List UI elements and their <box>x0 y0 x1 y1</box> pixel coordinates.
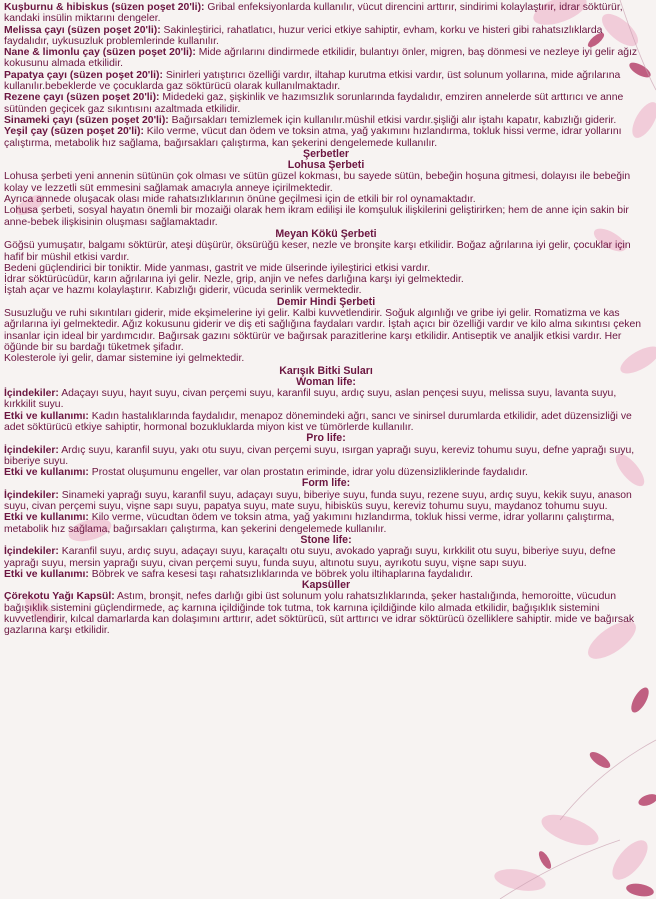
tea-entry-nane-limon <box>4 47 648 70</box>
tea-name: Nane & limonlu çay (süzen poşet 20'li): <box>4 47 196 59</box>
tea-description: Sakinleştirici, rahatlatıcı, huzur verici etkiye sahiptir, evham, korku ve histeri gibi rahatsızlıklarda faydalıdır, uykusuzluk problemlerinde kullanılır. <box>4 24 603 47</box>
subheading-lohusa: Lohusa Şerbeti <box>287 159 365 172</box>
tea-name: Melissa çayı (süzen poşet 20'li): <box>4 24 161 36</box>
usage-label: Etki ve kullanımı: <box>4 568 89 580</box>
ingredients-label: İçindekiler: <box>4 444 59 456</box>
section-heading-kapsuller: Kapsüller <box>301 579 351 592</box>
tea-name: Kuşburnu & hibiskus (süzen poşet 20'li): <box>4 2 205 13</box>
paragraph: Susuzluğu ve ruhi sıkıntıları giderir, mide ekşimelerine iyi gelir. Kalbi kuvvetlendirir. Soğuk algınlığı ve gribe iyi gelir. Romatizma ve kas ağrılarına iyi gelmektedir. Ağız kokusunu giderir ve diş eti sağlığına faydaları vardır. İştah açıcı bir özelliği vardır ve kilo alma sıkıntısı çeken insanlar için ideal bir yardımcıdır. Bağırsak gazını söktürür ve bağırsak parazitlerine karşı etkilidir. Antiseptik ve analjik etkisi vardır. Her öğünde bir su bardağı tüketmek şifadır. <box>4 308 642 353</box>
ingredients-label: İçindekiler: <box>4 546 59 558</box>
tea-name: Yeşil çay (süzen poşet 20'li): <box>4 126 144 138</box>
tea-description: Midedeki gaz, şişkinlik ve hazımsızlık sorunlarında faydalıdır, emziren annelerde süt arttırıcı ve anne sütünden geçicek gaz sıkıntısını azaltmada etkilidir. <box>4 92 624 115</box>
usage-form <box>4 512 648 535</box>
document-page <box>4 2 648 637</box>
paragraph: Göğsü yumuşatır, balgamı söktürür, ateşi düşürür, öksürüğü keser, nezle ve bronşite karşı etkilidir. Boğaz ağrılarına iyi gelir, çocuklar için hafif bir müshil etkisi vardır. <box>4 240 631 263</box>
paragraph: Kolesterole iyi gelir, damar sistemine iyi gelmektedir. <box>4 353 245 365</box>
paragraph: Bedeni güçlendirici bir toniktir. Mide yanması, gastrit ve mide ülserinde iyileştirici etkisi vardır. <box>4 262 431 274</box>
ingredients-text: Ardıç suyu, karanfil suyu, yakı otu suyu, civan perçemi suyu, ısırgan yaprağı suyu, kereviz tohumu suyu, defne yaprağı suyu, biberiye suyu. <box>4 444 635 467</box>
subheading-meyan: Meyan Kökü Şerbeti <box>275 227 377 240</box>
usage-label: Etki ve kullanımı: <box>4 467 89 479</box>
ingredients-label: İçindekiler: <box>4 388 59 400</box>
subheading-demir-hindi: Demir Hindi Şerbeti <box>276 295 376 308</box>
ingredients-woman <box>4 388 648 411</box>
subheading-stone-life: Stone life: <box>300 533 352 546</box>
tea-entry-rezene <box>4 92 648 115</box>
tea-description: Kilo verme, vücut dan ödem ve toksin atma, yağ yakımını hızlandırma, tokluk hissi verme, idrar yollarını çalıştırma, metabolik hız sağlama, bağırsakları çalıştırma, kan şekerini dengelemede kullanılır. <box>4 126 622 149</box>
capsule-description: Astım, bronşit, nefes darlığı gibi üst solunum yolu rahatsızlıklarında, şeker hastalığında, hemoroitte, vücudun bağışıklık sistemini güçlendirmede, aç karnına içildiğinde tok tutma, tok karnına içildiğinde kilo almada etkilidir, bağışıklık sistemini kuvvetlendirir, kılcal damarlarda kan dolaşımını arttırır, adet söktürücü, süt arttırıcı ve idrar söktürücü özelliklere sahiptir. mide ve bağırsak gazlarına karşı etkilidir. <box>4 591 635 637</box>
tea-name: Sinameki çayı (süzen poşet 20'li): <box>4 114 169 126</box>
tea-description: Gribal enfeksiyonlarda kullanılır, vücut direncini arttırır, sindirimi kolaylaştırır, idrar söktürür, kandaki insülin miktarını dengeler. <box>4 2 623 25</box>
section-heading-serbetler: Şerbetler <box>303 147 349 160</box>
paragraph: İdrar söktürücüdür, karın ağrılarına iyi gelir. Nezle, grip, anjin ve nefes darlığına karşı iyi gelmektedir. <box>4 274 464 286</box>
usage-text: Kadın hastalıklarında faydalıdır, menapoz dönemindeki ağrı, sancı ve sinirsel durumlarda etkilidir, adet düzensizliği ve adet söktürücü etkiye sahiptir, hormonal bozukluklarda miyon kist ve tümörlerde kullanılır. <box>4 410 632 433</box>
ingredients-stone <box>4 546 648 569</box>
subheading-woman-life: Woman life: <box>296 375 356 388</box>
tea-description: Mide ağrılarını dindirmede etkilidir, bulantıyı önler, migren, baş dönmesi ve nezleye iyi gelir ağız kokusunu almada etkilidir. <box>4 47 638 70</box>
tea-name: Rezene çayı (süzen poşet 20'li): <box>4 92 160 104</box>
tea-entry-melissa <box>4 25 648 48</box>
paragraph: İştah açar ve hazmı kolaylaştırır. Kabızlığı giderir, vücuda serinlik vermektedir. <box>4 285 362 297</box>
paragraph: Lohusa şerbeti, sosyal hayatın önemli bir mozaiği olarak hem ikram edilişi ile komşuluk ilişkilerini geliştirirken; hem de anne için sakin bir anne-bebek ilişkisinin oluşması sağlamaktadır. <box>4 205 629 228</box>
ingredients-form <box>4 490 648 513</box>
subheading-form-life: Form life: <box>301 477 351 490</box>
tea-entry-kusburnu <box>4 2 648 25</box>
tea-entry-yesil <box>4 126 648 149</box>
ingredients-text: Karanfil suyu, ardıç suyu, adaçayı suyu, karaçaltı otu suyu, avokado yaprağı suyu, kırkkilit otu suyu, biberiye suyu, defne yaprağı suyu, mersin yaprağı suyu, civan perçemi suyu, funda suyu, altınotu suyu, ayrıkotu suyu, vişne sapı suyu. <box>4 546 616 569</box>
section-heading-bitki-sulari: Karışık Bitki Suları <box>279 364 373 377</box>
subheading-pro-life: Pro life: <box>306 432 346 445</box>
tea-entry-papatya <box>4 70 648 93</box>
ingredients-pro <box>4 445 648 468</box>
usage-text: Prostat oluşumunu engeller, var olan prostatın eriminde, idrar yolu düzensizliklerinde faydalıdır. <box>88 467 528 479</box>
ingredients-text: Adaçayı suyu, hayıt suyu, civan perçemi suyu, karanfil suyu, ardıç suyu, aslan pençesi suyu, melissa suyu, lavanta suyu, kırkkilit suyu. <box>4 388 617 411</box>
paragraph: Ayrıca annede oluşacak olası mide rahatsızlıklarının önüne geçilmesi için de etkili bir rol oynamaktadır. <box>4 194 476 206</box>
tea-description: Sinirleri yatıştırıcı özelliği vardır, iltahap kurutma etkisi vardır, üst solunum yollarına, mide ağrılarına kullanılır.bebeklerde ve çocuklarda gaz söktürücü olarak kullanılmaktadır. <box>4 69 621 93</box>
capsule-entry <box>4 591 648 636</box>
usage-label: Etki ve kullanımı: <box>4 512 89 524</box>
usage-label: Etki ve kullanımı: <box>4 410 89 422</box>
tea-name: Papatya çayı (süzen poşet 20'li): <box>4 69 163 81</box>
tea-description: Bağırsakları temizlemek için kullanılır.müshil etkisi vardır.şişliği alır iştahı kapatır, kabızlığı giderir. <box>168 114 617 126</box>
ingredients-text: Sinameki yaprağı suyu, karanfil suyu, adaçayı suyu, biberiye suyu, funda suyu, rezene suyu, ardıç suyu, kekik suyu, anason suyu, civan perçemi suyu, vişne sapı suyu, papatya suyu, mate suyu, hibisküs suyu, kereviz tohumu suyu, maydanoz tohumu suyu. <box>4 489 632 513</box>
usage-text: Kilo verme, vücudtan ödem ve toksin atma, yağ yakımını hızlandırma, tokluk hissi verme, idrar yollarını çalıştırma, metabolik hız sağlama, bağırsakları çalıştırma, kan şekerini dengelemede kullanılır. <box>4 512 615 535</box>
capsule-name: Çörekotu Yağı Kapsül: <box>4 591 115 603</box>
paragraph: Lohusa şerbeti yeni annenin sütünün çok olması ve sütün güzel kokması, bu sayede sütün, bebeğin hoşuna gitmesi, dolayısı ile bebeğin kolay ve lezzetli süt emmesini sağlamak amacıyla anneye içirilmektedir. <box>4 171 631 194</box>
tea-entry-sinameki <box>4 115 648 126</box>
usage-text: Böbrek ve safra kesesi taşı rahatsızlıklarında ve böbrek yolu iltihaplarına faydalıdır. <box>88 568 473 580</box>
ingredients-label: İçindekiler: <box>4 489 59 501</box>
usage-woman <box>4 411 648 434</box>
